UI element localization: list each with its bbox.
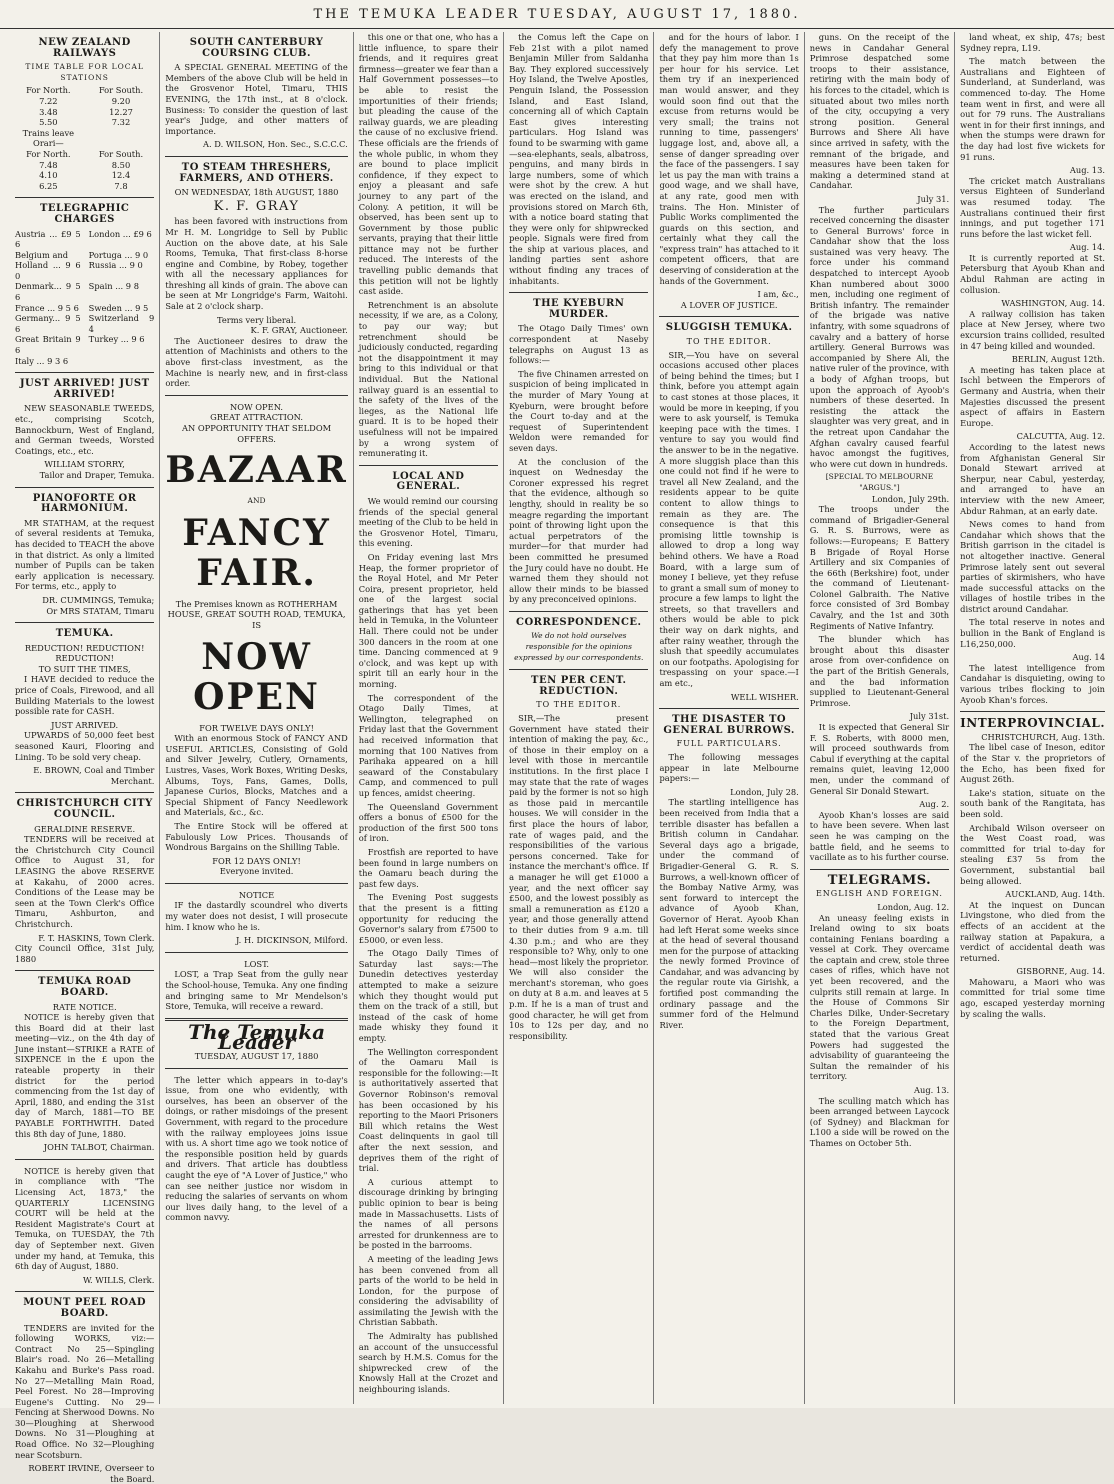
reduction-letter: SIR,—The present Government have stated their intention of making the pay, &c., of those in their employ on a level with those in mercantile institutions. In the first place I may state that the rate of wages paid by the former is not so high as those paid in mercantile houses. We will consider in the first place the hours of labor, rate of wages paid, and the responsibilities of the various persons concerned. Take for instance the merchant's office. If a manager he will get £1000 a year, and the next officer say £500, and the lowest possibly as small a remuneration as £120 a year, and those generally attend to their duties from 9 a.m. till 4.30 p.m.; and who are they responsible to? Why, only to one head—most likely the proprietor. We will also consider the merchant's storeman, who goes on duty at 8 a.m. and leaves at 5 p.m. If he is a man of trust and good character, he will get from 10s to 12s per day, and no responsibility. xyxy=(509,713,649,1041)
council-heading: CHRISTCHURCH CITY COUNCIL. xyxy=(16,798,153,820)
divider xyxy=(15,197,154,198)
divider xyxy=(15,487,154,488)
local-item: The Queensland Government offers a bonus of £500 for the production of the first 500 tons of iron. xyxy=(358,801,499,844)
dateline: Aug. 13. xyxy=(1069,165,1105,176)
column-1 xyxy=(10,32,160,1484)
dateline: GISBORNE, Aug. 14. xyxy=(1016,966,1105,977)
leader-date: TUESDAY, AUGUST 17, 1880 xyxy=(194,1051,319,1061)
and-word: AND xyxy=(247,496,266,506)
now-open-small: NOW OPEN. xyxy=(230,401,284,412)
dateline: London, Aug. 12. xyxy=(877,901,950,912)
berlin-text: A meeting has taken place at Ischl between the Emperors of Germany and Austria, when their Majesties discussed the present aspect of affairs in Eastern Europe. xyxy=(960,364,1105,428)
lost-heading: LOST. xyxy=(244,958,270,969)
temuka-heading: TEMUKA. xyxy=(55,628,114,640)
charge-entry: Great Britain 9 6 xyxy=(15,334,81,356)
stock-body: With an enormous Stock of FANCY AND USEFUL ARTICLES, Consisting of Gold and Silver Jewelry, Cutlery, Ornaments, Lustres, Vases, Work Boxes, Writing Desks, Albums, Toys, Fans, Games, Dolls, Japanese Curios, Blocks, Matches and a Special Shipment of Fancy Needlework and Materials, &c., &c. xyxy=(165,733,348,818)
dateline: July 31st. xyxy=(909,711,950,722)
timetable-cell: For South. xyxy=(98,148,144,159)
troops-list: The troops under the command of Brigadier-General G. R. S. Burrows, were as follows:—Europeans; E Battery B Brigade of Royal Horse Artillery and six Companies of the 66th (Berkshire) foot, under the command of Lieutenant-Colonel Galbraith. The Native force consisted of 3rd Bombay Cavalry, and the 1st and 30th Regiments of Native Infantry. xyxy=(809,504,950,631)
everyone-invited: Everyone invited. xyxy=(219,866,294,877)
geraldine-signature: F. T. HASKINS, Town Clerk. xyxy=(38,932,155,943)
dateline: Aug. 2. xyxy=(919,799,950,810)
charge-entry: Switzerland 9 4 xyxy=(88,313,155,334)
divider xyxy=(15,1159,154,1160)
dateline: July 31. xyxy=(917,193,950,204)
charge-entry: France ... 9 5 6 xyxy=(15,302,79,313)
timetable-cell: 8.50 xyxy=(111,159,131,170)
dateline: AUCKLAND, Aug. 14th. xyxy=(1005,889,1105,900)
piano-signature: DR. CUMMINGS, Temuka; xyxy=(42,594,155,605)
roberts-text: It is expected that General Sir F. S. Roberts, with 8000 men, will proceed southwards from Cabul if everything at the capital remains quiet, leaving 12,000 men, under the command of General Sir Donald Stewart. xyxy=(809,722,950,796)
auckland-text: At the inquest on Duncan Livingstone, who died from the effects of an accident at the railway station at Papakura, a verdict of accidental death was returned. xyxy=(960,899,1105,963)
piano-heading: PIANOFORTE OR HARMONIUM. xyxy=(32,492,137,515)
dateline: BERLIN, August 12th. xyxy=(1011,354,1105,365)
local-item: We would remind our coursing friends of the special general meeting of the Club to be held in the Grosvenor Hotel, Timaru, this evening. xyxy=(358,495,499,549)
special-line: [SPECIAL TO MELBOURNE "ARGUS."] xyxy=(825,472,934,492)
charge-entry: Denmark... 9 5 6 xyxy=(15,281,81,303)
divider xyxy=(165,395,347,396)
timetable-cell: Trains leave Orari— xyxy=(22,127,75,149)
rate-body: NOTICE is hereby given that this Board did at their last meeting—viz., on the 4th day of June instant—STRIKE a RATE of SIXPENCE in the £ upon the rateable property in their district for the period commencing from the 1st day of April, 1880, and ending the 31st day of March, 1881—TO BE PAYABLE FORTHWITH. Dated this 8th day of June, 1880. xyxy=(15,1012,155,1139)
opportunity-line: AN OPPORTUNITY THAT SELDOM OFFERS. xyxy=(181,423,332,444)
editorial-continued: this one or that one, who has a little influence, to spare their friends, and it requires great firmness—greater we fear than a Half Government possesses—to be able to resist the importunities of their friends; but pleading the cause of the railway guards, we are pleading the cause of no exclusive friend. These officials are the friends of the whole public, in whom they are bound to place implicit confidence, if they expect to enjoy a pleasant and safe journey to any part of the Colony. A petition, it will be observed, has been sent up to Government by those public servants, praying that their little pittance may not be further reduced. The interests of the travelling public demands that this petition will not be lightly cast aside. xyxy=(358,32,499,297)
to-editor: TO THE EDITOR. xyxy=(686,337,772,347)
divider xyxy=(359,465,498,466)
timetable-cell: 6.25 xyxy=(39,180,58,191)
great-attraction: GREAT ATTRACTION. xyxy=(210,412,304,423)
cricket-text-2: The cricket match Australians versus Eighteen of Sunderland was resumed today. The Australians continued their first innings, and put together 171 runs before the last wicket fell. xyxy=(960,175,1105,239)
dateline: Aug. 14. xyxy=(1069,242,1105,253)
piano-signature-2: Or MRS STATAM, Timaru xyxy=(46,605,155,616)
mount-peel-heading: MOUNT PEEL ROAD BOARD. xyxy=(23,1297,147,1319)
timetable-cell: For North. xyxy=(26,148,71,159)
auction-signature: K. F. GRAY, Auctioneer. xyxy=(250,325,348,336)
local-item: A curious attempt to discourage drinking by bringing public opinion to bear is being made in Massachusetts. Lists of the names of all persons arrested for drunkenness are to be posted in the barrooms. xyxy=(358,1176,499,1251)
disaster-date: London, July 28. xyxy=(730,786,799,797)
charge-entry: Portuga ... 9 0 xyxy=(88,249,149,260)
auction-note: The Auctioneer desires to draw the attention of Machinists and others to the above first-class investment, as the Machine is nearly new, and in first-class order. xyxy=(165,335,348,389)
timetable-cell: 12.4 xyxy=(111,170,131,181)
notice-body: IF the dastardly scoundrel who diverts my water does not desist, I will prosecute him. I know who he is. xyxy=(165,900,348,932)
timetable-cell: 7.8 xyxy=(114,180,128,191)
divider xyxy=(509,669,648,670)
coursing-heading: SOUTH CANTERBURY COURSING CLUB. xyxy=(189,37,324,59)
interprovincial-heading: INTERPROVINCIAL. xyxy=(960,716,1105,731)
timber-body: UPWARDS of 50,000 feet best seasoned Kauri, Flooring and Lining. To be sold very cheap. xyxy=(15,730,155,762)
christchurch-text: The libel case of Ineson, editor of the Star v. the proprietors of the Echo, has been fixed for August 26th. xyxy=(960,742,1105,785)
disaster-particulars: The further particulars received concerning the disaster to General Burrows' force in Candahar show that the loss sustained was very heavy. The force under his command despatched to intercept Ayoob Khan numbered about 3000 men, including one regiment of British infantry. The remainder of the brigade was native infantry, with some squadrons of cavalry and a battery of horse artillery. General Burrows was accompanied by Shere Ali, the native ruler of the province, with a body of Afghan troops, but upon the approach of Ayoob's numbers of these deserted. In resisting the attack the slaughter was very great, and in the retreat upon Candahar the Afghan cavalry caused fearful havoc amongst the fugitives, who were cut down in hundreds. xyxy=(809,204,950,469)
charge-entry: Germany... 9 5 6 xyxy=(15,313,81,334)
column-3 xyxy=(354,32,504,1404)
christchurch-text-3: Archibald Wilson overseer on the West Coast road, was committed for trial to-day for stealing £37 5s from the Government, substantial bail being allowed. xyxy=(960,822,1105,886)
auctioneer-name: K. F. GRAY xyxy=(213,198,300,214)
comus-article: the Comus left the Cape on Feb 21st with a pilot named Benjamin Miller from Saldanha Bay. They explored successively Hoy Island, the Twelve Apostles, Penguin Island, the Possession Island, and East Island, concerning all of which Captain East gives interesting particulars. Hog Island was found to be swarming with game—sea-elephants, seals, albatross, penguins, and many birds in large numbers, some of which were shot by the crew. A hut was erected on the island, and provisions stored on March 6th, with a notice board stating that they were only for shipwrecked people. Signals were fired from the ship at various places, and landing parties sent ashore without finding any traces of inhabitants. xyxy=(509,32,649,286)
leader-title: The Temuka Leader xyxy=(188,1019,326,1055)
suit-line: TO SUIT THE TIMES, xyxy=(38,663,131,674)
divider xyxy=(165,1068,347,1069)
dateline: CHRISTCHURCH, Aug. 13th. xyxy=(981,731,1105,742)
correspondence-heading: CORRESPONDENCE. xyxy=(516,616,642,628)
washington-text: A railway collision has taken place at New Jersey, where two excursion trains collided, resulted in 47 being killed and wounded. xyxy=(960,308,1105,351)
kyeburn-body: At the conclusion of the inquest on Wednesday the Coroner expressed his regret that the evidence, although so lengthy, should in reality be so meagre regarding the important point of throwing light upon the actual perpetrators of the murder—for that murder had been committed he presumed the Jury could have no doubt. He warned them they should not allow their minds to be biassed by any preconceived opinions. xyxy=(509,456,649,605)
timetable-cell: 12.27 xyxy=(109,106,133,117)
threshers-date: ON WEDNESDAY, 18th AUGUST, 1880 xyxy=(174,187,339,198)
divider xyxy=(509,292,648,293)
column-7 xyxy=(955,32,1110,1404)
geraldine-date: City Council Office, 31st July, 1880 xyxy=(15,943,155,964)
rate-signature: JOHN TALBOT, Chairman. xyxy=(43,1142,155,1153)
arrived-signature: WILLIAM STORRY, xyxy=(44,459,125,470)
divider xyxy=(15,1291,154,1292)
divider xyxy=(15,792,154,793)
suit-body: I HAVE decided to reduce the price of Coals, Firewood, and all Building Materials to the lowest possible rate for CASH. xyxy=(15,674,155,717)
charge-entry xyxy=(89,356,155,367)
local-item: The Admiralty has published an account of the unsuccessful search by H.M.S. Comus for the shipwrecked crew of the Knowsly Hall at the Crozet and neighbouring islands. xyxy=(358,1331,499,1395)
divider xyxy=(165,952,347,953)
candahar-latest: The latest intelligence from Candahar is disquieting, owing to various tribes flocking to join Ayoob Khan's forces. xyxy=(960,662,1105,705)
arrived-body: NEW SEASONABLE TWEEDS, etc., comprising Scotch, Bannockburn, West of England, and German tweeds, Worsted Coatings, etc., etc. xyxy=(15,403,155,456)
local-item: The correspondent of the Otago Daily Times, at Wellington, telegraphed on Friday last that the Government had received information that morning that 100 Natives from Parihaka appeared on a hill seaward of the Constabulary Camp, and commenced to pull up fences, amidst cheering. xyxy=(358,692,499,798)
charge-entry: Turkey ... 9 6 xyxy=(88,334,145,345)
timetable xyxy=(15,85,154,191)
just-arrived: JUST ARRIVED. xyxy=(51,719,119,730)
telegrams-heading: TELEGRAMS. xyxy=(827,872,932,888)
reduction-heading: TEN PER CENT. REDUCTION. xyxy=(531,675,627,697)
ayoob-text: Ayoob Khan's losses are said to have been severe. When last seen he was camping on the battle field, and he seems to vacillate as to his further course. xyxy=(809,809,950,863)
coursing-body: A SPECIAL GENERAL MEETING of the Members of the above Club will be held in the Grosvenor Hotel, Timaru, THIS EVENING, the 17th inst., at 8 o'clock. Business: To consider the question of last year's Judge, and other matters of importance. xyxy=(165,62,348,136)
coursing-signature: A. D. WILSON, Hon. Sec., S.C.C.C. xyxy=(202,139,348,150)
bazaar-title: BAZAAR xyxy=(165,449,348,492)
dateline: WASHINGTON, Aug. 14. xyxy=(1001,298,1105,309)
divider xyxy=(659,316,798,317)
divider xyxy=(15,970,154,971)
local-item: Frostfish are reported to have been found in large numbers on the Oamaru beach during the past few days. xyxy=(358,846,499,889)
timetable-cell: For South. xyxy=(98,85,144,96)
column-5 xyxy=(654,32,804,1404)
timetable-cell: 4.10 xyxy=(39,170,58,181)
timetable-cell: 7.22 xyxy=(39,95,58,106)
geraldine-heading: GERALDINE RESERVE. xyxy=(34,823,136,834)
kyeburn-body: The five Chinamen arrested on suspicion of being implicated in the murder of Mary Young at Kyeburn, were brought before the Court to-day and at the request of Superintendent Weldon were remanded for seven days. xyxy=(509,368,649,453)
fancy-fair-title: FANCY FAIR. xyxy=(182,511,331,594)
arrived-signature-2: Tailor and Draper, Temuka. xyxy=(39,469,155,480)
to-editor: TO THE EDITOR. xyxy=(536,700,622,710)
telegrams-subheading: ENGLISH AND FOREIGN. xyxy=(815,889,943,899)
disaster-body: The startling intelligence has been received from India that a terrible disaster has befallen a British column in Candahar. Several days ago a brigade, under the command of Brigadier-General G. R. S. Burrows, a well-known officer of the Bombay Native Army, was sent forward to intercept the advance of Ayoob Khan, Governor of Herat. Ayoob Khan had left Herat some weeks since at the head of several thousand men for the purpose of attacking the newly formed Province of Candahar, and was advancing by the regular route via Girishk, a fortified post commanding the ordinary passage and the summer ford of the Helmund River. xyxy=(659,797,799,1030)
notice-signature: J. H. DICKINSON, Milford. xyxy=(236,935,348,946)
rate-heading: RATE NOTICE. xyxy=(52,1001,117,1012)
local-item: The Evening Post suggests that the present is a fitting opportunity for reducing the Governor's salary from £7500 to £5000, or even less. xyxy=(358,892,499,945)
timetable-cell: 7.32 xyxy=(111,117,131,128)
dateline: Aug. 13. xyxy=(914,1085,950,1095)
lost-body: LOST, a Trap Seat from the gully near the School-house, Temuka. Any one finding and bringing same to Mr Mendelson's Store, Temuka, will receive a reward. xyxy=(165,969,348,1012)
local-item: The Otago Daily Times of Saturday last says:—The Dunedin detectives yesterday attempted to make a seizure which they thought would put them on the track of a still, but instead of the cask of home made whisky they found it empty. xyxy=(358,948,499,1044)
timetable-cell: 5.50 xyxy=(39,117,58,128)
petersburg-text: It is currently reported at St. Petersburg that Ayoub Khan and Abdul Rahman are acting in collusion. xyxy=(960,252,1105,295)
divider xyxy=(15,372,154,373)
disaster-heading: THE DISASTER TO GENERAL BURROWS. xyxy=(663,714,795,736)
leader-body: The letter which appears in to-day's issue, from one who evidently, with ourselves, has been an observer of the doings, or rather misdoings of the present Government, with regard to the procedure with the railway employees joins issue with us. A short time ago we took notice of the responsible position held by guards and drivers. That article has doubtless caught the eye of "A Lover of Justice," who can see neither justice nor wisdom in reducing the salaries of servants on whom our lives daily hang, to the level of a common navvy. xyxy=(165,1074,348,1223)
telegraph-charges xyxy=(15,229,154,367)
kyeburn-body: The Otago Daily Times' own correspondent at Naseby telegraphs on August 13 as follows:— xyxy=(509,323,649,366)
dateline: Aug. 14 xyxy=(1072,652,1105,663)
masthead: THE TEMUKA LEADER TUESDAY, AUGUST 17, 1880. xyxy=(0,0,1114,29)
road-board-heading: TEMUKA ROAD BOARD. xyxy=(38,976,132,998)
timber-signature: E. BROWN, Coal and Timber Merchant. xyxy=(33,765,155,786)
geraldine-body: TENDERS will be received at the Christchurch City Council Office to August 31, for LEASING the above RESERVE at Kakahu, of 2000 acres. Conditions of the Lease may be seen at the Town Clerk's Office Timaru, Ashburton, and Christchurch. xyxy=(15,834,155,929)
column-4 xyxy=(504,32,654,1404)
editorial-retrenchment: Retrenchment is an absolute necessity, if we are, as a Colony, to pay our way; but retrenchment should be judiciously conducted, regarding not the disappointment it may bring to this individual or that individual. But the National railway guard is an essential to the safety of the lives of the lieges, as the National life guard. It is to be hoped their usefulness will not be impaired by a wrong system of remunerating it. xyxy=(358,299,499,459)
divider xyxy=(165,156,347,157)
timetable-cell: 7.48 xyxy=(39,159,58,170)
auction-terms: Terms very liberal. xyxy=(216,314,297,325)
charge-entry: Austria ... £9 5 6 xyxy=(15,228,81,250)
divider xyxy=(15,622,154,623)
blunder-text: The blunder which has brought about this disaster arose from over-confidence on the part of the British Generals, and the bad information supplied to Lieutenant-General Primrose. xyxy=(809,634,950,708)
telegraph-heading: TELEGRAPHIC CHARGES xyxy=(39,203,130,225)
charge-entry: Belgium and xyxy=(15,249,69,260)
telegram-body: The sculling match which has been arranged between Laycock (of Sydney) and Blackman for L100 a side will be rowed on the Thames on October 5th. xyxy=(809,1095,950,1148)
mount-peel-body: TENDERS are invited for the following WORKS, viz:— Contract No 25—Spingling Blair's road. No 26—Metalling Kakahu and Burke's Pass road. No 27—Metalling Main Road, Peel Forest. No 28—Improving Eugene's Cutting. No 29—Fencing at Sherwood Downs. No 30—Ploughing at Sherwood Downs. No 31—Ploughing at Road Office. No 32—Ploughing near Scotsburn. xyxy=(15,1322,155,1460)
divider xyxy=(659,708,798,709)
piano-body: MR STATHAM, at the request of several residents at Temuka, has decided to TEACH the above in that district. As only a limited number of Pupils can be taken early application is necessary. For terms, etc., apply to xyxy=(15,517,155,592)
disaster-subheading: FULL PARTICULARS. xyxy=(676,739,782,749)
letter-continued: and for the hours of labor. I defy the management to prove that they pay him more than 1s per hour for his service. Let them try if an inexperienced man would answer, and they would soon find out that the excuse from returns would be very small; the trains not running to time, passengers' luggage lost, and, above all, a sense of danger spreading over the face of the passengers. I say let us pay the man with trains a good wage, and we shall have, at any rate, good men with trains. The Hon. Minister of Public Works complimented the guards on this section, and certainly what they call the "express train" has attached to it competent officers, that are deserving of consideration at the hands of the Government. xyxy=(659,32,799,286)
column-2 xyxy=(160,32,353,1404)
correspondence-note: We do not hold ourselves responsible for the opinions expressed by our correspondents. xyxy=(514,631,644,662)
charge-entry: Spain ... 9 8 xyxy=(88,281,139,292)
charge-entry: London ... £9 6 xyxy=(88,228,152,239)
railway-heading: NEW ZEALAND RAILWAYS xyxy=(38,37,131,59)
notice-heading: NOTICE xyxy=(238,889,275,900)
sluggish-letter: SIR,—You have on several occasions accused other places of being behind the times; but I think, before you attempt again to cast stones at those places, it would be more in keeping, if you were to ask yourself, is Temuka keeping pace with the times. I venture to say you would find the answer to be in the negative. A more sluggish place than this one could not find if he were to travel all New Zealand, and the residents appear to be quite content to allow things to remain as they are. The consequence is that this promising little township is allowed to drop a long way behind others. We have a Road Board, with a large sum of money I believe, yet they refuse to grant a small sum of money to procure a few lamps to light the streets, so that travellers and others would be able to pick their way on dark nights, and after rainy weather, through the slush that speedily accumulates on our footpaths. Apologising for trespassing on your space.—I am etc., xyxy=(659,349,799,689)
premises-line: The Premises known as ROTHERHAM HOUSE, GREAT SOUTH ROAD, TEMUKA, IS xyxy=(167,598,346,630)
timetable-cell xyxy=(88,128,155,149)
twelve-days-2: FOR 12 DAYS ONLY! xyxy=(212,855,301,866)
divider xyxy=(509,611,648,612)
timetable-cell: 9.20 xyxy=(111,95,131,106)
market-line: land wheat, ex ship, 47s; best Sydney repra, L19. xyxy=(960,32,1105,53)
reduction-line: REDUCTION! REDUCTION! REDUCTION! xyxy=(24,642,145,664)
charge-entry: Italy ... 9 3 6 xyxy=(15,355,69,366)
charge-entry: Sweden ... 9 5 xyxy=(88,302,149,313)
sluggish-signature: WELL WISHER. xyxy=(730,691,799,702)
christchurch-text-2: Lake's station, situate on the south bank of the Rangitata, has been sold. xyxy=(960,787,1105,819)
disaster-intro: The following messages appear in late Melbourne papers:— xyxy=(659,752,799,784)
calcutta-text: According to the latest news from Afghanistan General Sir Donald Stewart arrived at Sherpur, near Cabul, yesterday, and arranged to have an interview with the new Ameer, Abdur Rahman, at an early date. xyxy=(960,441,1105,516)
threshers-heading: TO STEAM THRESHERS, FARMERS, AND OTHERS. xyxy=(179,161,334,184)
timetable-cell: 3.48 xyxy=(39,106,58,117)
letter-signature: A LOVER OF JUSTICE. xyxy=(680,299,778,310)
local-item: A meeting of the leading Jews has been convened from all parts of the world to be held in London, for the purpose of considering the advisability of assimilating the Jewish with the Christian Sabbath. xyxy=(358,1253,499,1328)
letter-closing: I am, &c., xyxy=(757,289,799,300)
now-open-title: NOW OPEN xyxy=(193,635,320,718)
columns xyxy=(10,32,1110,1484)
bank-text: The total reserve in notes and bullion in the Bank of England is L16,250,000. xyxy=(960,617,1105,649)
charge-entry: Holland ... 9 6 0 xyxy=(15,260,81,281)
telegram-body: An uneasy feeling exists in Ireland owing to six boats containing Fenians boarding a vessel at Cork. They overcame the captain and crew, stole three cases of rifles, which have not yet been recovered, and the culprits still remain at large. In the House of Commons Sir Charles Dilke, Under-Secretary to the Foreign Department, stated that the various Great Powers had suggested the advisability of guaranteeing the Sultan the remainder of his territory. xyxy=(809,912,950,1082)
candahar-text: News comes to hand from Candahar which shows that the British garrison in the citadel is not altogether inactive. General Primrose lately sent out several parties of skirmishers, who have made successful attacks on the villages of hostile tribes in the district around Candahar. xyxy=(960,519,1105,614)
disaster-continued: guns. On the receipt of the news in Candahar General Primrose despatched some troops to their assistance, retiring with the main body of his forces to the citadel, which is situated about two miles north of the city, occupying a very strong position. General Burrows and Shere Ali have since arrived in safety, with the remnant of the brigade, and measures have been taken for making a determined stand at Candahar. xyxy=(809,32,950,191)
twelve-days: FOR TWELVE DAYS ONLY! xyxy=(199,722,314,733)
dateline: CALCUTTA, Aug. 12. xyxy=(1016,431,1105,442)
arrived-heading: JUST ARRIVED! JUST ARRIVED! xyxy=(19,378,150,400)
sluggish-heading: SLUGGISH TEMUKA. xyxy=(665,322,793,334)
charge-entry: Russia ... 9 0 xyxy=(88,260,143,271)
local-item: The Wellington correspondent of the Oamaru Mail is responsible for the following:—It is authoritatively asserted that Governor Robinson's removal has been occasioned by his reporting to the Maori Prisoners Bill which retains the West Coast delinquents in gaol till after the next session, and deprives them of the right of trial. xyxy=(358,1046,499,1174)
divider xyxy=(960,711,1105,712)
cricket-text: The match between the Australians and Eighteen of Sunderland, at Sunderland, was commenced to-day. The Home team went in first, and were all out for 79 runs. The Australians went in for their first innings, and when the stumps were drawn for the day had lost five wickets for 91 runs. xyxy=(960,56,1105,162)
local-heading: LOCAL AND GENERAL. xyxy=(392,470,465,493)
local-item: On Friday evening last Mrs Heap, the former proprietor of the Royal Hotel, and Mr Peter Coira, present proprietor, held one of the largest social gatherings that has yet been held in Temuka, in the Volunteer Hall. There could not be under 300 dancers in the room at one time. Dancing commenced at 9 o'clock, and was kept up with spirit till an early hour in the morning. xyxy=(358,551,499,690)
gisborne-text: Mahowaru, a Maori who was committed for trial some time ago, escaped yesterday morning by scaling the walls. xyxy=(960,976,1105,1019)
divider xyxy=(810,869,949,870)
dateline: London, July 29th. xyxy=(871,493,950,504)
auction-body: has been favored with instructions from Mr H. M. Longridge to Sell by Public Auction on the above date, at his Sale Rooms, Temuka, That first-class 8-horse engine and Combine, by Robey, together with all the necessary appliances for threshing all kinds of grain. The above can be seen at Mr Longridge's Farm, Waitohi. Sale at 2 o'clock sharp. xyxy=(165,216,348,312)
timetable-cell: For North. xyxy=(26,85,71,96)
railway-subheading: TIME TABLE FOR LOCAL STATIONS xyxy=(25,62,144,82)
mount-peel-signature: ROBERT IRVINE, Overseer to the Board. xyxy=(28,1463,155,1484)
kyeburn-heading: THE KYEBURN MURDER. xyxy=(533,298,625,320)
licence-body: NOTICE is hereby given that in compliance with "The Licensing Act, 1873," the QUARTERLY LICENSING COURT will be held at the Resident Magistrate's Court at Temuka, on TUESDAY, the 7th day of September next. Given under my hand, at Temuka, this 6th day of August, 1880. xyxy=(15,1165,155,1272)
stock-body-2: The Entire Stock will be offered at Fabulously Low Prices. Thousands of Wondrous Bargains on the Shilling Table. xyxy=(165,820,348,853)
divider xyxy=(165,883,347,884)
licence-signature: W. WILLS, Clerk. xyxy=(82,1274,155,1285)
column-6 xyxy=(805,32,955,1404)
